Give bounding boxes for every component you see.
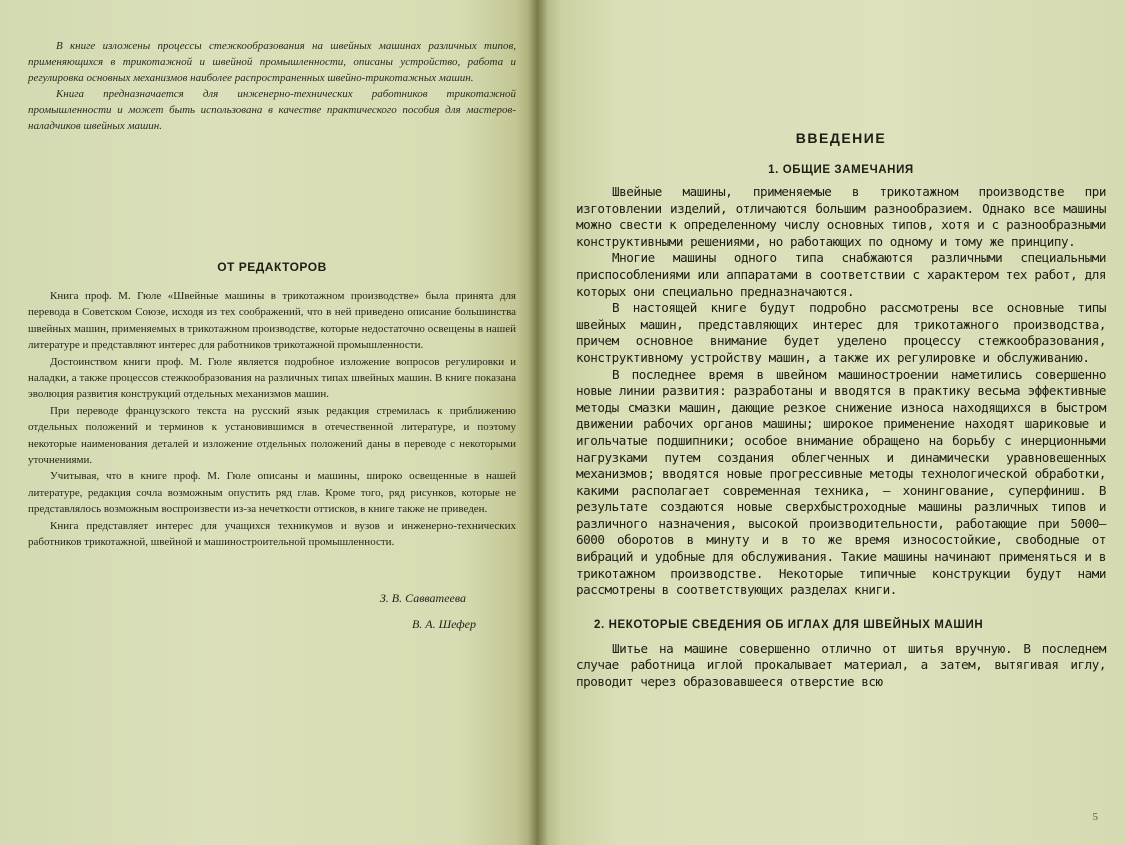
section-2-title: 2. НЕКОТОРЫЕ СВЕДЕНИЯ ОБ ИГЛАХ ДЛЯ ШВЕЙНЫХ МАШИН <box>594 618 984 631</box>
editor-signatures <box>28 585 516 637</box>
signature-shefer: В. А. Шефер <box>411 616 476 631</box>
introduction-title: ВВЕДЕНИЕ <box>795 130 887 146</box>
book-annotation <box>28 38 516 134</box>
section-2-paragraph: Шитье на машине совершенно отлично от шитья вручную. В последнем случае работница иглой прокалывает материал, а затем, вытягивая иглу, проводит через образовавшееся отверстие всю <box>576 640 1106 690</box>
page-number: 5 <box>1092 811 1098 823</box>
section-1-body <box>576 184 1106 599</box>
right-page <box>538 0 1126 845</box>
editors-paragraph: Учитывая, что в книге проф. М. Гюле описаны и машины, широко освещенные в нашей литературе, редакция сочла возможным опустить ряд глав. Кроме того, ряд рисунков, которые не представлялось возможным воспроизвести из-за нечеткости оттисков, в книге также не приведен. <box>28 470 516 516</box>
section-1-paragraph: Швейные машины, применяемые в трикотажном производстве при изготовлении изделий, отличаются большим разнообразием. Однако все машины можно свести к определенному числу основных типов, хотя и с разнообразными конструктивными решениями, но работающих по одному и тому же принципу. <box>576 184 1106 249</box>
editors-paragraph: При переводе французского текста на русский язык редакция стремилась к приближению отдельных положений и терминов к установившимся в отечественной литературе, и поэтому некоторые наименования деталей и изложение отдельных положений даны в переводе с некоторыми уточнениями. <box>28 404 516 467</box>
section-2-body <box>576 641 1106 691</box>
left-page <box>0 0 538 845</box>
editors-heading: ОТ РЕДАКТОРОВ <box>217 260 327 274</box>
editors-paragraph: Книга проф. М. Гюле «Швейные машины в трикотажном производстве» была принята для перевода в Советском Союзе, исходя из тех соображений, что в ней приведено описание большинства швейных машин, применяемых в трикотажном производстве, которые недостаточно освещены в нашей литературе и представляют интерес для работников трикотажной промышленности. <box>28 290 516 352</box>
editors-note <box>28 288 516 551</box>
section-1-title: 1. ОБЩИЕ ЗАМЕЧАНИЯ <box>768 164 914 176</box>
editors-paragraph: Достоинством книги проф. М. Гюле является подробное изложение вопросов регулировки и наладки, а также процессов стежкообразования на различных типах швейных машин. В книге показана эволюция развития конструкций отдельных механизмов машин. <box>28 355 516 401</box>
signature-savvateeva: З. В. Савватеева <box>379 590 466 605</box>
section-1-paragraph: В настоящей книге будут подробно рассмотрены все основные типы швейных машин, представляющих интерес для трикотажного производства, причем основное внимание будет уделено процессу стежкообразования, конструктивному устройству машин, а также их регулировке и обслуживанию. <box>576 300 1106 365</box>
section-1-paragraph: В последнее время в швейном машиностроении наметились совершенно новые линии развития: разработаны и вводятся в практику весьма эффективные методы смазки машин, дающие резкое снижение износа находящихся в быстром движении рабочих органов машины; широкое применение находят шариковые и игольчатые подшипники; особое внимание обращено на борьбу с инерционными нагрузками путем создания облегченных и динамически уравновешенных механизмов; вводятся новые прогрессивные методы технологической обработки, какими располагает современная техника, — хонингование, суперфиниш. В результате создаются новые сверхбыстроходные машины различных типов и различного назначения, высокой производительности, работающие при 5000—6000 оборотов в минуту и в то же время износостойкие, свободные от вибраций и удобные для обслуживания. Такие машины начинают применяться и в трикотажном производстве. Некоторые типичные конструкции будут нами рассмотрены в соответствующих разделах книги. <box>576 366 1106 598</box>
editors-paragraph: Книга представляет интерес для учащихся техникумов и вузов и инженерно-технических работников трикотажной, швейной и машиностроительной промышленности. <box>28 519 516 549</box>
annotation-paragraph: Книга предназначается для инженерно-технических работников трикотажной промышленности и может быть использована в качестве практического пособия для мастеров-наладчиков швейных машин. <box>28 88 516 132</box>
annotation-paragraph: В книге изложены процессы стежкообразования на швейных машинах различных типов, применяющихся в трикотажной и швейной промышленности, описаны устройство, работа и регулировка основных механизмов наиболее распространенных швейно-трикотажных машин. <box>28 40 516 84</box>
section-1-paragraph: Многие машины одного типа снабжаются различными специальными приспособлениями или аппаратами в соответствии с характером тех работ, для которых они специально предназначаются. <box>576 250 1106 299</box>
